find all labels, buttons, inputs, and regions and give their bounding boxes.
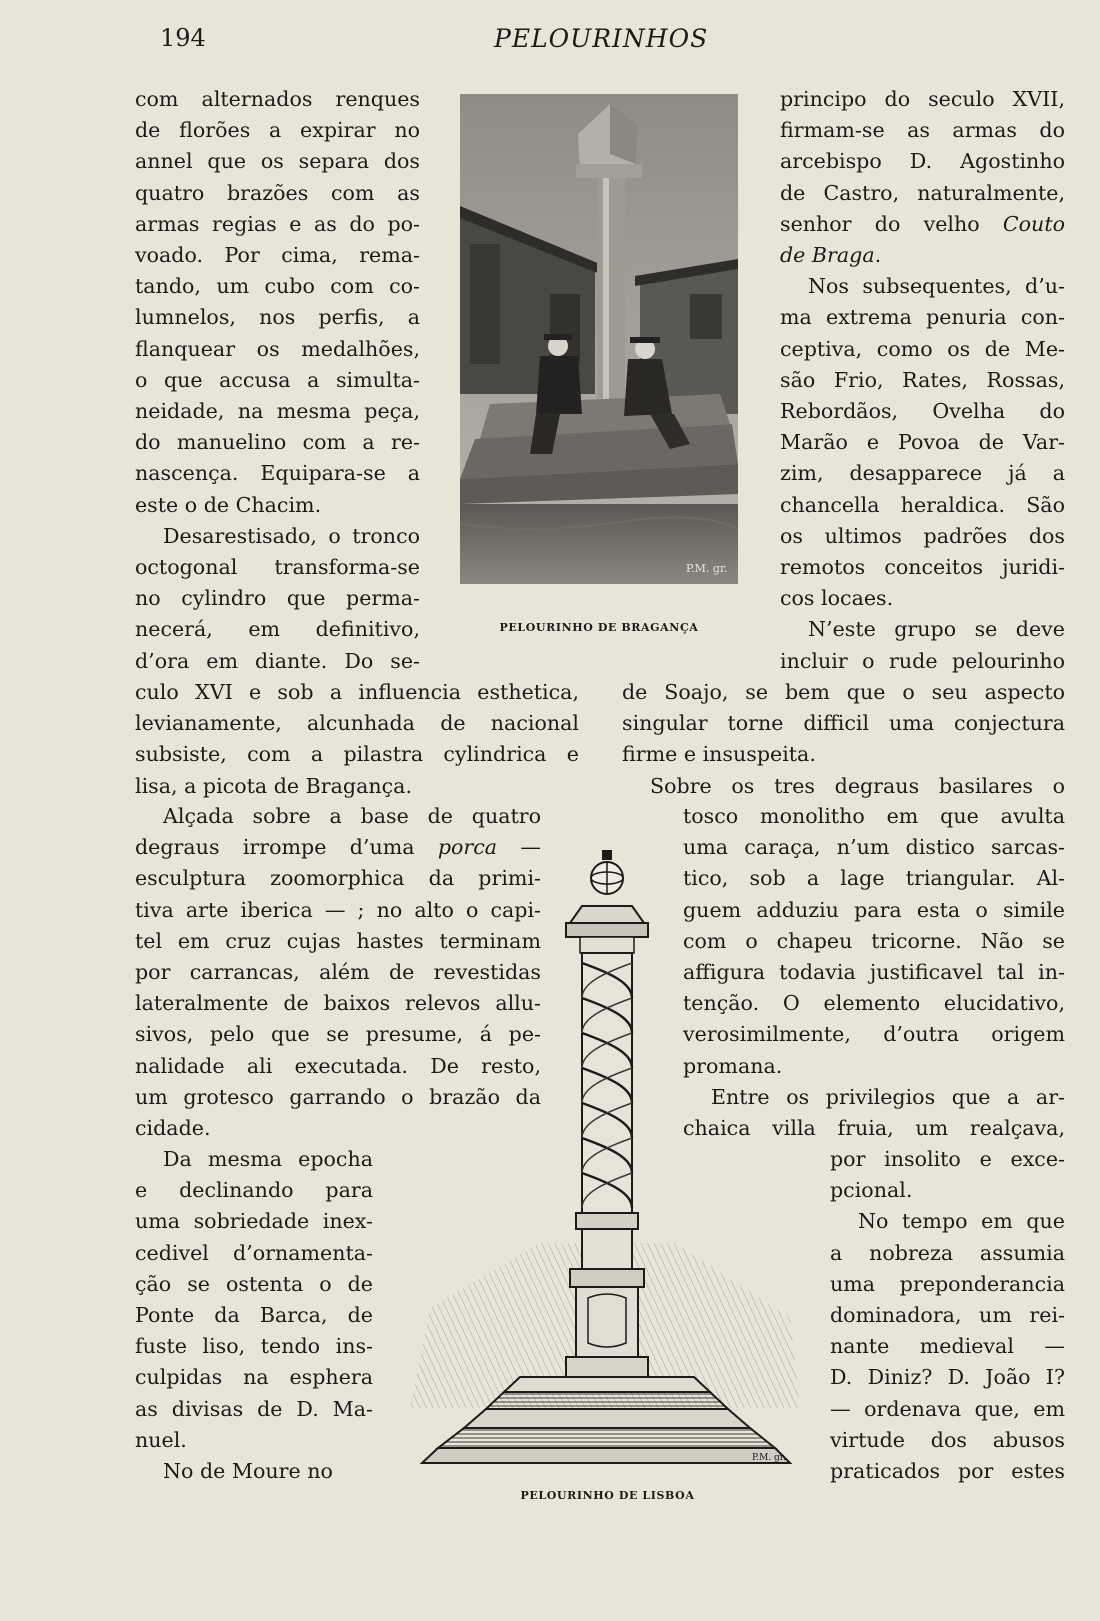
text-line: uma preponderancia [830, 1271, 1065, 1296]
text-line: affigura todavia justificavel tal in- [683, 960, 1065, 985]
text-line: são Frio, Rates, Rossas, [780, 367, 1065, 392]
text-line [780, 240, 1065, 271]
text-line [135, 677, 579, 708]
roman-numeral: XVII [1012, 87, 1059, 111]
right-column-top [780, 84, 1065, 677]
text-line: promana. [683, 1053, 783, 1078]
text-line: firme e insuspeita. [622, 742, 816, 767]
text-line: dominadora, um rei- [830, 1303, 1065, 1328]
text-line: o que accusa a simulta- [135, 367, 420, 392]
text-line: arcebispo D. Agostinho [780, 149, 1065, 174]
text-line: tenção. O elemento elucidativo, [683, 991, 1065, 1016]
text-line: neidade, na mesma peça, [135, 399, 420, 424]
text-line: ceptiva, como os de Me- [780, 336, 1065, 361]
text-line: e declinando para [135, 1178, 373, 1203]
text-line: annel que os separa dos [135, 149, 420, 174]
lisboa-engraving-illustration [410, 848, 805, 1473]
text-line: Marão e Povoa de Var- [780, 430, 1065, 455]
text-line: este o de Chacim. [135, 492, 322, 517]
text-line: lateralmente de baixos relevos allu- [135, 991, 541, 1016]
text-line: um grotesco garrando o brazão da [135, 1084, 541, 1109]
text-line: a nobreza assumia [830, 1240, 1065, 1265]
text-line: necerá, em definitivo, [135, 617, 420, 642]
text-line: flanquear os medalhões, [135, 336, 420, 361]
text-line: Entre os privilegios que a ar- [711, 1084, 1065, 1109]
text-line: lisa, a picota de Bragança. [135, 773, 412, 798]
text-line [780, 209, 1065, 240]
text-line: do manuelino com a re- [135, 430, 420, 455]
text-line: ção se ostenta o de [135, 1271, 373, 1296]
text-line: No tempo em que [858, 1209, 1065, 1234]
text-line: de florões a expirar no [135, 118, 420, 143]
text-line: chaica villa fruia, um realçava, [683, 1116, 1065, 1141]
lisboa-caption: PELOURINHO DE LISBOA [520, 1489, 695, 1502]
italic-word: Couto [1002, 211, 1065, 236]
left-column-top [135, 84, 420, 677]
text-line: subsiste, com a pilastra cylindrica e [135, 742, 579, 767]
text-line: Nos subsequentes, d’u- [808, 274, 1065, 299]
text-line: d’ora em diante. Do se- [135, 648, 420, 673]
text-fragment: . [874, 243, 882, 268]
text-line: zim, desapparece já a [780, 461, 1065, 486]
text-line: ma extrema penuria con- [780, 305, 1065, 330]
text-line: firmam-se as armas do [780, 118, 1065, 143]
text-line: virtude dos abusos [830, 1427, 1065, 1452]
text-line: cidade. [135, 1116, 211, 1141]
text-fragment: — [497, 835, 542, 860]
text-line: culpidas na esphera [135, 1365, 373, 1390]
left-column-wide [135, 677, 579, 802]
text-line: tico, sob a lage triangular. Al- [683, 866, 1065, 891]
text-fragment: , [1058, 87, 1065, 111]
text-line: tando, um cubo com co- [135, 274, 420, 299]
text-line: Desarestisado, o tronco [163, 523, 420, 548]
text-fragment: degraus irrompe d’uma [135, 835, 438, 860]
text-line: praticados por estes [830, 1459, 1065, 1484]
text-line: singular torne difficil uma conjectura [622, 711, 1065, 736]
text-line: guem adduziu para esta o simile [683, 897, 1065, 922]
text-line: tel em cruz cujas hastes terminam [135, 928, 541, 953]
text-line: pcional. [830, 1178, 913, 1203]
text-line: levianamente, alcunhada de nacional [135, 711, 579, 736]
text-line: as divisas de D. Ma- [135, 1396, 373, 1421]
text-fragment: e sob a influencia esthetica, [232, 680, 580, 704]
text-line: chancella heraldica. São [780, 492, 1065, 517]
text-line: tosco monolitho em que avulta [683, 804, 1065, 828]
text-line: nascença. Equipara-se a [135, 461, 420, 486]
text-line: com o chapeu tricorne. Não se [683, 928, 1065, 953]
text-line: fuste liso, tendo ins- [135, 1334, 373, 1359]
text-line: voado. Por cima, rema- [135, 243, 420, 268]
right-column-wide [622, 677, 1065, 802]
text-line: remotos conceitos juridi- [780, 555, 1065, 580]
text-line: verosimilmente, d’outra origem [683, 1022, 1065, 1047]
text-line: armas regias e as do po- [135, 211, 420, 236]
text-line: No de Moure no [163, 1459, 333, 1484]
text-line: Alçada sobre a base de quatro [163, 804, 541, 828]
text-line: por insolito e exce- [830, 1147, 1065, 1171]
text-line: nalidade ali executada. De resto, [135, 1053, 541, 1078]
right-column-bottom [830, 1144, 1065, 1487]
text-fragment: senhor do velho [780, 211, 1003, 236]
running-title: PELOURINHOS [494, 24, 709, 53]
left-column-bottom [135, 1144, 373, 1487]
text-line: nante medieval — [830, 1334, 1065, 1359]
text-line: no cylindro que perma- [135, 586, 420, 611]
text-line [780, 84, 1065, 115]
text-line: Da mesma epocha [163, 1147, 373, 1171]
text-line: por carrancas, além de revestidas [135, 960, 541, 985]
text-line: de Soajo, se bem que o seu aspecto [622, 680, 1065, 704]
text-fragment: culo [135, 680, 196, 704]
page-number: 194 [160, 24, 206, 52]
text-line: — ordenava que, em [830, 1396, 1065, 1421]
braganca-photo [460, 94, 738, 584]
text-line: uma caraça, n’um distico sarcas- [683, 835, 1065, 860]
italic-word: de Braga [780, 243, 875, 268]
lisboa-engraving [410, 848, 805, 1473]
text-line: sivos, pelo que se presume, á pe- [135, 1022, 541, 1047]
text-line: uma sobriedade inex- [135, 1209, 373, 1234]
text-line: cos locaes. [780, 586, 894, 611]
text-line: os ultimos padrões dos [780, 523, 1065, 548]
italic-word: porca [437, 835, 498, 860]
engraver-signature: P.M. gr. [686, 562, 728, 575]
text-line: quatro brazões com as [135, 180, 420, 205]
text-line: esculptura zoomorphica da primi- [135, 866, 541, 891]
braganca-caption: PELOURINHO DE BRAGANÇA [499, 621, 699, 634]
text-line: Ponte da Barca, de [135, 1303, 373, 1328]
text-line: com alternados renques [135, 87, 420, 111]
text-line: N’este grupo se deve [808, 617, 1065, 642]
braganca-photo-illustration [460, 94, 738, 584]
text-line: tiva arte iberica — ; no alto o capi- [135, 897, 541, 922]
text-line: Sobre os tres degraus basilares o [650, 773, 1065, 798]
text-line: incluir o rude pelourinho [780, 648, 1065, 673]
text-line: cedivel d’ornamenta- [135, 1240, 373, 1265]
text-line: D. Diniz? D. João I? [830, 1365, 1065, 1390]
text-line: nuel. [135, 1427, 187, 1452]
text-fragment: principo do seculo [780, 87, 1013, 111]
text-line: de Castro, naturalmente, [780, 180, 1065, 205]
text-line: octogonal transforma-se [135, 555, 420, 580]
text-line: Rebordãos, Ovelha do [780, 399, 1065, 424]
text-line: lumnelos, nos perfis, a [135, 305, 420, 330]
engraver-signature: P.M. gr. [752, 1453, 786, 1463]
roman-numeral: XVI [195, 680, 233, 704]
